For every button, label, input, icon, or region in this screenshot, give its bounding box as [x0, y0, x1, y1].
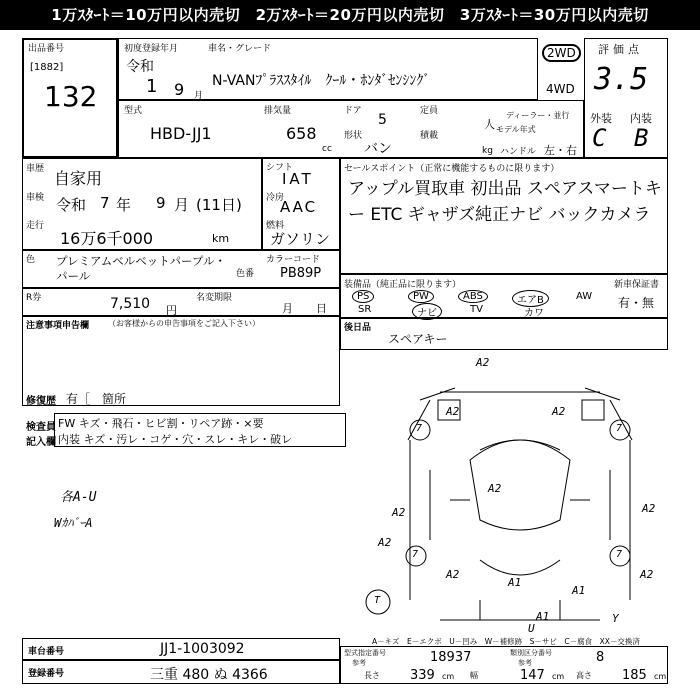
warranty-label: 新車保証書: [614, 280, 660, 290]
lot-label: 出品番号: [28, 44, 65, 54]
fuel-value: ガソリン: [270, 230, 331, 248]
inspector-label-2: 記入欄: [26, 437, 56, 448]
color-value: プレミアムベルベットパープル・パール: [56, 254, 226, 283]
mileage-value: 16万6千000: [60, 229, 154, 248]
car-roof: [470, 440, 570, 530]
color-code-header: カラーコード: [266, 255, 321, 265]
interior-grade: B: [634, 124, 649, 152]
repair-value: 有［ 箇所: [66, 392, 127, 406]
equip-sr: SR: [358, 304, 372, 315]
mark-rear-right: A1: [572, 584, 586, 597]
mark-rear-dent: U: [528, 622, 535, 635]
notes-hint: （お客様からの申告事項をご記入下さい）: [108, 319, 260, 328]
chassis-value: JJ1-1003092: [160, 641, 245, 657]
equip-leather: カワ: [524, 308, 544, 319]
wheel-rl-mark: 7: [412, 549, 419, 560]
shape-value: バン: [364, 141, 392, 157]
chassis-label: 車台番号: [28, 647, 65, 657]
handwritten-note-1: 各A-U: [60, 490, 97, 505]
shaken-era: 令和: [56, 196, 87, 214]
lot-subcode: [1882]: [30, 62, 64, 73]
load-label: 積載: [420, 131, 439, 141]
inspector-label-1: 検査員: [26, 422, 56, 433]
doors-label: ドア: [344, 106, 362, 116]
length-unit: cm: [442, 672, 455, 681]
displacement-value: 658: [286, 124, 317, 143]
capacity-label: 定員: [420, 106, 439, 116]
mark-front: A2: [476, 356, 490, 369]
equip-navi: ナビ: [412, 303, 442, 320]
shaken-day: (11日): [196, 196, 242, 214]
interior-label: 内装: [630, 112, 652, 125]
grade-label: 評価点: [598, 43, 643, 56]
recycle-value: 7,510: [110, 296, 151, 312]
shaken-year-unit: 年: [116, 196, 132, 214]
model-label: 型式: [124, 106, 143, 116]
steering-label: ハンドル: [500, 147, 537, 157]
wheel-fl-mark: 7: [416, 423, 423, 434]
type-value: 18937: [430, 650, 472, 665]
shape-label: 形状: [344, 131, 363, 141]
plate-value: 三重 480 ぬ 4366: [150, 667, 268, 683]
specs-box: [340, 646, 668, 684]
car-rear-window: [480, 560, 560, 575]
doors-value: 5: [378, 112, 387, 128]
shaken-year: 7: [100, 194, 110, 212]
registration-era: 令和: [126, 59, 154, 75]
type-label: 型式指定番号: [344, 649, 386, 657]
wheel-rr-mark: 7: [616, 549, 623, 560]
model-value: HBD-JJ1: [150, 124, 212, 143]
color-code-label: 色番: [236, 269, 255, 279]
mark-roof: A2: [488, 482, 502, 495]
equip-airbag: エアB: [512, 290, 549, 307]
after-value: スペアキー: [388, 332, 448, 346]
mark-rear-bumper: A1: [536, 610, 550, 623]
aircon-value: AAC: [280, 198, 318, 216]
vehicle-name-label: 車名・グレード: [208, 44, 272, 54]
drive-4wd: 4WD: [546, 82, 575, 96]
selling-text: アップル買取車 初出品 スペアスマートキー ETC ギャザズ純正ナビ バックカメラ: [348, 179, 662, 225]
shift-value: IAT: [282, 170, 314, 188]
class-ref: 参考: [518, 659, 532, 667]
inspector-row-2: 内装 キズ・汚レ・コゲ・穴・スレ・キレ・破レ: [58, 433, 293, 446]
name-change-day: 日: [316, 302, 327, 315]
equip-aw: AW: [576, 291, 593, 302]
mileage-label: 走行: [26, 221, 45, 231]
name-change-label: 名変期限: [196, 293, 233, 303]
displacement-label: 排気量: [264, 106, 292, 116]
registration-month-unit: 月: [194, 91, 204, 101]
car-bottom: [440, 600, 600, 620]
length-label: 長さ: [364, 671, 380, 680]
dealer-label: ディーラー・並行: [506, 111, 570, 120]
handwritten-note-2: WｶﾊﾞｰA: [54, 516, 93, 530]
shaken-label: 車検: [26, 193, 45, 203]
exterior-label: 外装: [590, 112, 612, 125]
mark-right-door: A2: [642, 502, 656, 515]
equip-abs: ABS: [458, 290, 488, 303]
class-value: 8: [596, 650, 605, 665]
shaken-month: 9: [156, 194, 166, 212]
mileage-unit: km: [212, 232, 230, 245]
plate-label: 登録番号: [28, 669, 65, 679]
equip-pw: PW: [408, 290, 434, 303]
capacity-unit: 人: [484, 118, 495, 131]
fuel-label: 燃料: [266, 221, 285, 231]
damage-legend: A－キズ E－エクボ U－凹み W－補修跡 S－サビ C－腐食 XX－交換済: [372, 637, 640, 646]
header-banner: 1万ｽﾀｰﾄ＝10万円以内売切 2万ｽﾀｰﾄ＝20万円以内売切 3万ｽﾀｰﾄ＝30万円以内売切: [0, 0, 700, 30]
mark-left-rear-door: A2: [378, 536, 392, 549]
mark-front-left: A2: [446, 405, 460, 418]
mark-rear-left: A2: [446, 568, 460, 581]
height-value: 185: [622, 668, 647, 683]
grade-score: 3.5: [594, 62, 649, 97]
wheel-fr-mark: 7: [616, 423, 623, 434]
height-unit: cm: [654, 672, 667, 681]
inspector-row-1: FW キズ・飛石・ヒビ割・リペア跡・×要: [58, 417, 264, 430]
after-label: 後日品: [344, 323, 372, 333]
lot-number: 132: [44, 80, 98, 113]
vehicle-name: N-VANﾌﾟﾗｽｽﾀｲﾙ ｸｰﾙ・ﾎﾝﾀﾞｾﾝｼﾝｸﾞ: [212, 73, 431, 89]
length-value: 339: [410, 668, 435, 683]
spare-tire-mark: T: [374, 595, 381, 606]
recycle-unit: 円: [166, 304, 177, 317]
width-value: 147: [520, 668, 545, 683]
mark-rear-center: A1: [508, 576, 522, 589]
equip-ps: PS: [352, 290, 374, 303]
selling-label: セールスポイント（正常に機能するものに限ります）: [344, 164, 560, 174]
name-change-month: 月: [282, 302, 293, 315]
shift-label: シフト: [266, 163, 294, 173]
repair-label: 修復歴: [26, 396, 56, 407]
equip-tv: TV: [470, 304, 483, 315]
color-label: 色: [26, 255, 36, 265]
exterior-grade: C: [592, 124, 607, 152]
load-unit: kg: [482, 146, 493, 156]
aircon-label: 冷房: [266, 193, 285, 203]
steering-value: 左・右: [544, 144, 577, 157]
height-label: 高さ: [576, 671, 592, 680]
drive-2wd: 2WD: [542, 44, 581, 62]
mark-right-rear: A2: [640, 568, 654, 581]
shaken-month-unit: 月: [174, 196, 190, 214]
registration-month: 9: [174, 80, 185, 99]
car-mirror-right: [582, 400, 604, 420]
mark-left-door: A2: [392, 506, 406, 519]
warranty-value: 有・無: [618, 296, 655, 310]
type-ref: 参考: [352, 659, 366, 667]
width-label: 幅: [470, 671, 478, 680]
model-year-label: モデル年式: [496, 125, 536, 134]
car-windshield: [480, 440, 560, 450]
color-code: PB89P: [280, 266, 322, 281]
displacement-unit: cc: [322, 144, 332, 154]
registration-year: 1: [146, 76, 158, 97]
usage-value: 自家用: [54, 169, 103, 188]
mark-front-right: A2: [552, 405, 566, 418]
equipment-label: 装備品（純正品に限ります）: [344, 280, 462, 290]
recycle-label: R券: [26, 293, 42, 303]
mark-rear-right-dent: Y: [612, 612, 619, 625]
class-label: 類別区分番号: [510, 649, 552, 657]
usage-label: 車歴: [26, 164, 45, 174]
registration-label: 初度登録年月: [124, 44, 179, 54]
notes-label: 注意事項申告欄: [26, 321, 90, 331]
car-outline-top: [420, 388, 620, 400]
width-unit: cm: [552, 672, 565, 681]
car-doors: [430, 470, 610, 540]
